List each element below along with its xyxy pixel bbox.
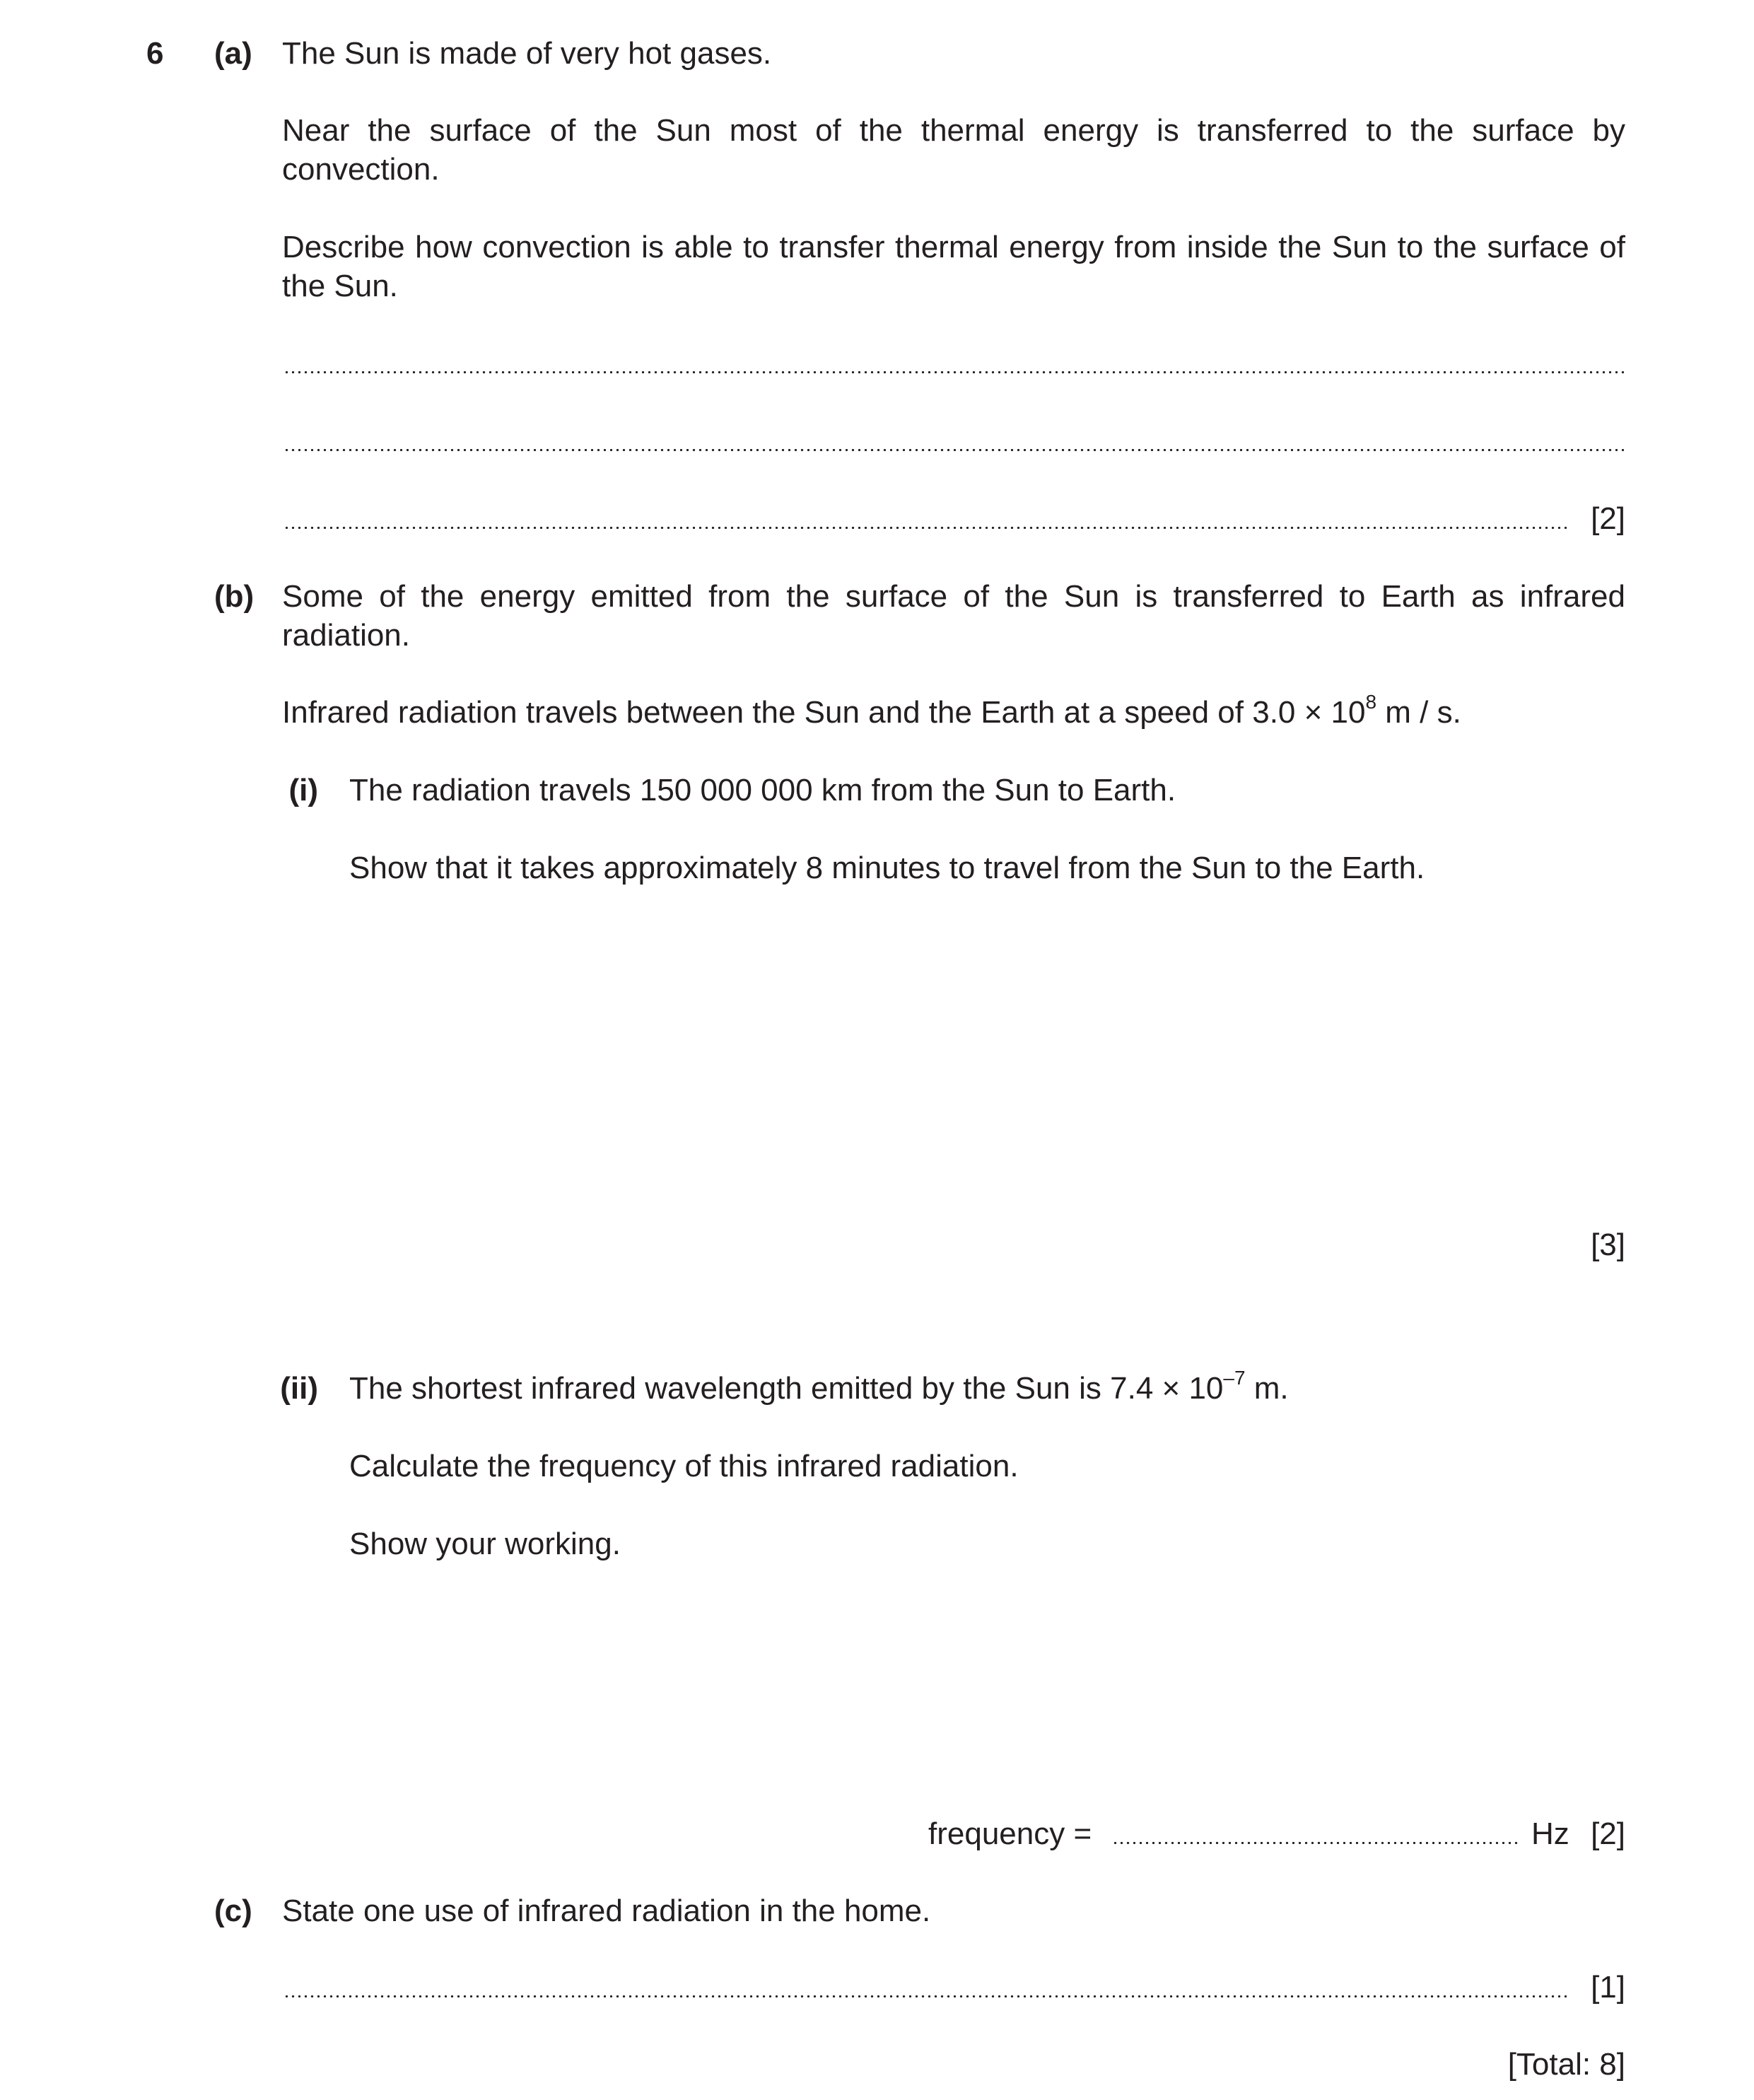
part-b-ii-line-3: Show your working. [349,1527,621,1561]
part-b-ii-mark: [2] [1591,1816,1625,1851]
working-area-b-ii[interactable] [349,1570,1622,1796]
question-number: 6 [146,36,164,71]
part-b-ii-line-2: Calculate the frequency of this infrared radiation. [349,1449,1019,1483]
part-a-intro: The Sun is made of very hot gases. [282,36,772,71]
part-c-text: State one use of infrared radiation in the home. [282,1894,931,1928]
answer-line-a-2[interactable] [283,449,1624,451]
part-b-i-label: (i) [288,773,318,807]
part-b-paragraph-1: Some of the energy emitted from the surface of the Sun is transferred to Earth as infrared radiation. [282,579,1625,653]
working-area-b-i[interactable] [349,891,1622,1202]
frequency-answer-line[interactable] [1112,1842,1520,1844]
part-b-i-mark: [3] [1591,1227,1625,1262]
part-b-label: (b) [214,579,255,614]
part-a-label: (a) [214,36,252,71]
answer-line-c[interactable] [283,1995,1569,1997]
part-a-paragraph-1: Near the surface of the Sun most of the thermal energy is transferred to the surface by convection. [282,113,1625,187]
answer-line-a-3[interactable] [283,527,1569,529]
part-b-ii-line-1: The shortest infrared wavelength emitted by the Sun is $7.4 \times 10^{-7}$ m. [349,1367,1289,1406]
part-b-speed-statement: Infrared radiation travels between the Sun and the Earth at a speed of $3.0 \times 10^8$ m / s. [282,691,1461,730]
part-a-paragraph-2: Describe how convection is able to transfer thermal energy from inside the Sun to the surface of the Sun. [282,230,1625,303]
part-b-i-line-2: Show that it takes approximately 8 minutes to travel from the Sun to the Earth. [349,851,1425,885]
frequency-unit: Hz [1531,1816,1569,1851]
part-a-mark: [2] [1591,501,1625,536]
total-marks: [Total: 8] [1507,2047,1625,2082]
frequency-answer-label: frequency = [928,1816,1092,1851]
part-c-label: (c) [214,1894,252,1928]
answer-line-a-1[interactable] [283,371,1624,373]
part-b-i-line-1: The radiation travels 150 000 000 km from the Sun to Earth. [349,773,1176,807]
part-c-mark: [1] [1591,1970,1625,2005]
part-b-ii-label: (ii) [280,1371,318,1406]
